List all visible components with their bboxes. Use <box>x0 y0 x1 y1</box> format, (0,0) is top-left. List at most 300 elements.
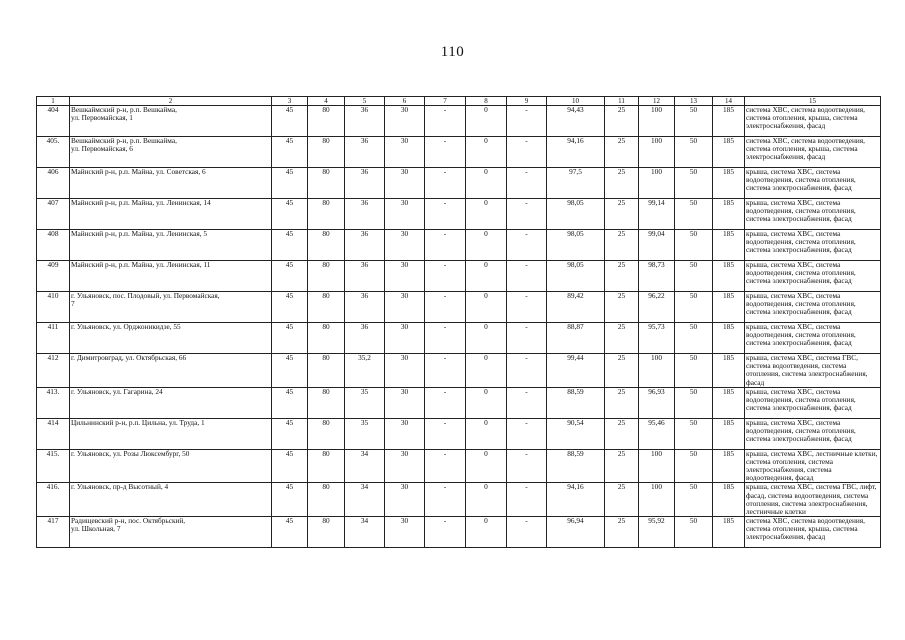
work-type-line: крыша, система ХВС, система <box>746 260 841 269</box>
value-cell-c13: 50 <box>675 106 713 137</box>
address-cell <box>70 168 272 199</box>
value-cell-c10: 94,16 <box>547 483 605 517</box>
row-number-cell: 412 <box>37 354 70 388</box>
work-type-line: крыша, система ХВС, система <box>746 229 841 238</box>
value-cell-c3: 45 <box>272 292 308 323</box>
value-cell-c10: 97,5 <box>547 168 605 199</box>
work-type-line: система ХВС, система водоотведения, <box>746 516 865 526</box>
column-number-cell: 15 <box>745 97 881 106</box>
row-number-cell: 411 <box>37 323 70 354</box>
address-line: Майнский р-н, р.п. Майна, ул. Советская, 6 <box>71 167 206 176</box>
work-type-line: лестничные клетки <box>746 506 806 516</box>
address-cell <box>70 387 272 418</box>
column-number-cell: 9 <box>507 97 547 106</box>
value-cell-c10: 98,05 <box>547 230 605 261</box>
value-cell-c5: 34 <box>345 517 385 548</box>
row-number-cell: 406 <box>37 168 70 199</box>
value-cell-c14: 185 <box>713 387 745 418</box>
work-type-line: крыша, система ХВС, система <box>746 418 841 427</box>
value-cell-c6: 30 <box>385 199 425 230</box>
value-cell-c3: 45 <box>272 199 308 230</box>
value-cell-c4: 80 <box>308 354 345 388</box>
row-number-cell: 407 <box>37 199 70 230</box>
value-cell-c13: 50 <box>675 449 713 483</box>
address-line: Цильнинский р-н, р.п. Цильна, ул. Труда, 1 <box>71 418 205 427</box>
value-cell-c6: 30 <box>385 168 425 199</box>
table-row <box>37 483 881 517</box>
column-number-cell: 10 <box>547 97 605 106</box>
address-cell <box>70 449 272 483</box>
value-cell-c12: 95,46 <box>639 418 675 449</box>
page-number: 110 <box>440 44 465 60</box>
work-type-line: система водоотведения, система <box>746 361 847 371</box>
work-type-line: система электроснабжения, фасад <box>746 338 852 348</box>
work-types-cell <box>745 199 881 230</box>
row-number-cell: 410 <box>37 292 70 323</box>
value-cell-c3: 45 <box>272 106 308 137</box>
work-types-cell <box>745 106 881 137</box>
value-cell-c13: 50 <box>675 292 713 323</box>
address-cell <box>70 230 272 261</box>
value-cell-c12: 96,22 <box>639 292 675 323</box>
table-row <box>37 199 881 230</box>
value-cell-c7: - <box>425 323 466 354</box>
work-types-cell <box>745 449 881 483</box>
work-type-line: крыша, система ХВС, система <box>746 198 841 207</box>
value-cell-c6: 30 <box>385 354 425 388</box>
value-cell-c12: 100 <box>639 137 675 168</box>
value-cell-c5: 36 <box>345 106 385 137</box>
value-cell-c8: 0 <box>466 137 507 168</box>
value-cell-c10: 98,05 <box>547 261 605 292</box>
value-cell-c11: 25 <box>605 137 639 168</box>
value-cell-c7: - <box>425 230 466 261</box>
column-number-cell: 3 <box>272 97 308 106</box>
table-row <box>37 387 881 418</box>
column-number-row <box>37 97 881 106</box>
address-line: г. Ульяновск, ул. Гагарина, 24 <box>71 387 163 396</box>
value-cell-c9: - <box>507 199 547 230</box>
column-number-cell: 14 <box>713 97 745 106</box>
address-cell <box>70 199 272 230</box>
value-cell-c6: 30 <box>385 292 425 323</box>
value-cell-c6: 30 <box>385 230 425 261</box>
work-type-line: электроснабжения, фасад <box>746 152 826 162</box>
value-cell-c7: - <box>425 199 466 230</box>
value-cell-c6: 30 <box>385 483 425 517</box>
value-cell-c6: 30 <box>385 387 425 418</box>
column-number-cell: 12 <box>639 97 675 106</box>
work-type-line: крыша, система ХВС, система ГВС, лифт, <box>746 482 877 492</box>
table-row <box>37 323 881 354</box>
value-cell-c8: 0 <box>466 323 507 354</box>
value-cell-c14: 185 <box>713 230 745 261</box>
address-cell <box>70 292 272 323</box>
row-number-cell: 415. <box>37 449 70 483</box>
value-cell-c10: 94,43 <box>547 106 605 137</box>
value-cell-c9: - <box>507 387 547 418</box>
value-cell-c9: - <box>507 168 547 199</box>
value-cell-c9: - <box>507 137 547 168</box>
table-row <box>37 517 881 548</box>
value-cell-c8: 0 <box>466 387 507 418</box>
address-cell <box>70 106 272 137</box>
value-cell-c14: 185 <box>713 449 745 483</box>
row-number-cell: 414 <box>37 418 70 449</box>
row-number-cell: 413. <box>37 387 70 418</box>
work-type-line: водоотведения, система отопления, <box>746 175 856 185</box>
column-number-cell: 4 <box>308 97 345 106</box>
work-types-cell <box>745 137 881 168</box>
value-cell-c8: 0 <box>466 292 507 323</box>
value-cell-c8: 0 <box>466 517 507 548</box>
row-number-cell: 404 <box>37 106 70 137</box>
value-cell-c6: 30 <box>385 323 425 354</box>
value-cell-c14: 185 <box>713 418 745 449</box>
work-types-cell <box>745 387 881 418</box>
value-cell-c8: 0 <box>466 199 507 230</box>
value-cell-c13: 50 <box>675 168 713 199</box>
value-cell-c6: 30 <box>385 106 425 137</box>
value-cell-c9: - <box>507 483 547 517</box>
row-number-cell: 417 <box>37 517 70 548</box>
column-number-cell: 5 <box>345 97 385 106</box>
value-cell-c7: - <box>425 449 466 483</box>
value-cell-c6: 30 <box>385 137 425 168</box>
value-cell-c4: 80 <box>308 230 345 261</box>
address-line: г. Димитровград, ул. Октябрьская, 66 <box>71 353 187 362</box>
work-type-line: система электроснабжения, фасад <box>746 403 852 413</box>
work-type-line: крыша, система ХВС, система <box>746 167 841 176</box>
work-type-line: система электроснабжения, фасад <box>746 183 852 193</box>
address-line: г. Ульяновск, ул. Орджоникидзе, 55 <box>71 322 181 331</box>
value-cell-c7: - <box>425 168 466 199</box>
value-cell-c6: 30 <box>385 517 425 548</box>
value-cell-c9: - <box>507 292 547 323</box>
work-type-line: крыша, система ХВС, система <box>746 322 841 331</box>
work-types-cell <box>745 230 881 261</box>
value-cell-c11: 25 <box>605 292 639 323</box>
value-cell-c5: 36 <box>345 230 385 261</box>
column-number-cell: 2 <box>70 97 272 106</box>
value-cell-c12: 100 <box>639 449 675 483</box>
value-cell-c11: 25 <box>605 168 639 199</box>
address-line: Радищевский р-н, пос. Октябрьский, <box>71 516 186 526</box>
value-cell-c14: 185 <box>713 137 745 168</box>
work-types-cell <box>745 323 881 354</box>
value-cell-c4: 80 <box>308 323 345 354</box>
value-cell-c13: 50 <box>675 199 713 230</box>
value-cell-c8: 0 <box>466 230 507 261</box>
value-cell-c7: - <box>425 106 466 137</box>
value-cell-c5: 36 <box>345 261 385 292</box>
value-cell-c4: 80 <box>308 517 345 548</box>
value-cell-c12: 100 <box>639 168 675 199</box>
address-cell <box>70 418 272 449</box>
value-cell-c5: 35,2 <box>345 354 385 388</box>
value-cell-c14: 185 <box>713 292 745 323</box>
value-cell-c9: - <box>507 230 547 261</box>
address-line: Майнский р-н, р.п. Майна, ул. Ленинская, 14 <box>71 198 211 207</box>
work-type-line: крыша, система ХВС, система <box>746 387 841 396</box>
column-number-cell: 13 <box>675 97 713 106</box>
value-cell-c11: 25 <box>605 106 639 137</box>
work-type-line: система отопления, крыша, система <box>746 524 858 534</box>
work-type-line: система ХВС, система водоотведения, <box>746 136 865 145</box>
address-line: Вешкаймский р-н, р.п. Вешкайма, <box>71 105 177 114</box>
value-cell-c9: - <box>507 323 547 354</box>
value-cell-c6: 30 <box>385 449 425 483</box>
value-cell-c14: 185 <box>713 106 745 137</box>
address-line: г. Ульяновск, пос. Плодовый, ул. Первомайская, <box>71 291 220 300</box>
value-cell-c8: 0 <box>466 106 507 137</box>
value-cell-c4: 80 <box>308 292 345 323</box>
value-cell-c3: 45 <box>272 168 308 199</box>
value-cell-c10: 88,59 <box>547 387 605 418</box>
table-row <box>37 449 881 483</box>
value-cell-c8: 0 <box>466 418 507 449</box>
column-number-cell: 8 <box>466 97 507 106</box>
value-cell-c12: 98,73 <box>639 261 675 292</box>
row-number-cell: 408 <box>37 230 70 261</box>
value-cell-c5: 34 <box>345 449 385 483</box>
value-cell-c13: 50 <box>675 387 713 418</box>
work-type-line: электроснабжения, фасад <box>746 532 826 542</box>
work-type-line: крыша, система ХВС, система <box>746 291 841 300</box>
value-cell-c3: 45 <box>272 354 308 388</box>
value-cell-c11: 25 <box>605 449 639 483</box>
table-row <box>37 261 881 292</box>
value-cell-c11: 25 <box>605 387 639 418</box>
value-cell-c14: 185 <box>713 168 745 199</box>
value-cell-c9: - <box>507 449 547 483</box>
value-cell-c13: 50 <box>675 354 713 388</box>
work-type-line: система электроснабжения, фасад <box>746 434 852 444</box>
table-row <box>37 354 881 388</box>
address-line: ул. Школьная, 7 <box>71 524 121 534</box>
work-types-cell <box>745 292 881 323</box>
value-cell-c13: 50 <box>675 517 713 548</box>
value-cell-c4: 80 <box>308 418 345 449</box>
value-cell-c3: 45 <box>272 387 308 418</box>
address-line: ул. Первомайская, 1 <box>71 113 133 123</box>
value-cell-c14: 185 <box>713 354 745 388</box>
value-cell-c8: 0 <box>466 168 507 199</box>
address-line: 7 <box>71 299 75 309</box>
value-cell-c5: 36 <box>345 292 385 323</box>
value-cell-c5: 36 <box>345 323 385 354</box>
address-cell <box>70 483 272 517</box>
value-cell-c4: 80 <box>308 483 345 517</box>
value-cell-c7: - <box>425 261 466 292</box>
column-number-cell: 11 <box>605 97 639 106</box>
value-cell-c10: 98,05 <box>547 199 605 230</box>
value-cell-c5: 35 <box>345 418 385 449</box>
address-cell <box>70 354 272 388</box>
work-types-cell <box>745 483 881 517</box>
value-cell-c4: 80 <box>308 168 345 199</box>
work-type-line: водоотведения, фасад <box>746 473 814 483</box>
value-cell-c14: 185 <box>713 199 745 230</box>
value-cell-c12: 96,93 <box>639 387 675 418</box>
value-cell-c11: 25 <box>605 323 639 354</box>
value-cell-c10: 89,42 <box>547 292 605 323</box>
value-cell-c12: 100 <box>639 483 675 517</box>
address-line: Вешкаймский р-н, р.п. Вешкайма, <box>71 136 177 145</box>
value-cell-c12: 95,73 <box>639 323 675 354</box>
value-cell-c7: - <box>425 483 466 517</box>
row-number-cell: 405. <box>37 137 70 168</box>
value-cell-c9: - <box>507 354 547 388</box>
value-cell-c9: - <box>507 261 547 292</box>
value-cell-c6: 30 <box>385 261 425 292</box>
value-cell-c8: 0 <box>466 261 507 292</box>
value-cell-c5: 34 <box>345 483 385 517</box>
value-cell-c8: 0 <box>466 354 507 388</box>
value-cell-c7: - <box>425 387 466 418</box>
value-cell-c5: 35 <box>345 387 385 418</box>
value-cell-c7: - <box>425 517 466 548</box>
work-type-line: фасад <box>746 377 765 387</box>
value-cell-c11: 25 <box>605 517 639 548</box>
value-cell-c14: 185 <box>713 517 745 548</box>
value-cell-c11: 25 <box>605 261 639 292</box>
work-type-line: крыша, система ХВС, система ГВС, <box>746 353 858 362</box>
value-cell-c4: 80 <box>308 106 345 137</box>
value-cell-c3: 45 <box>272 137 308 168</box>
table-row <box>37 106 881 137</box>
work-type-line: система отопления, крыша, система <box>746 113 858 123</box>
value-cell-c5: 36 <box>345 199 385 230</box>
work-type-line: водоотведения, система отопления, <box>746 268 856 278</box>
value-cell-c10: 88,87 <box>547 323 605 354</box>
value-cell-c4: 80 <box>308 387 345 418</box>
value-cell-c10: 88,59 <box>547 449 605 483</box>
value-cell-c11: 25 <box>605 199 639 230</box>
work-types-cell <box>745 354 881 388</box>
work-type-line: водоотведения, система отопления, <box>746 425 856 435</box>
work-type-line: отопления, система электроснабжения, <box>746 498 868 508</box>
work-type-line: система отопления, крыша, система <box>746 144 858 154</box>
address-line: Майнский р-н, р.п. Майна, ул. Ленинская, 5 <box>71 229 208 238</box>
value-cell-c7: - <box>425 354 466 388</box>
value-cell-c11: 25 <box>605 418 639 449</box>
value-cell-c8: 0 <box>466 449 507 483</box>
work-type-line: водоотведения, система отопления, <box>746 330 856 340</box>
work-type-line: электроснабжения, фасад <box>746 121 826 131</box>
work-type-line: крыша, система ХВС, лестничные клетки, <box>746 449 878 458</box>
value-cell-c4: 80 <box>308 261 345 292</box>
address-cell <box>70 137 272 168</box>
work-type-line: система электроснабжения, фасад <box>746 245 852 255</box>
work-type-line: система электроснабжения, фасад <box>746 307 852 317</box>
work-type-line: отопления, система электроснабжения, <box>746 369 868 379</box>
value-cell-c12: 100 <box>639 354 675 388</box>
value-cell-c11: 25 <box>605 354 639 388</box>
table-row <box>37 292 881 323</box>
value-cell-c9: - <box>507 418 547 449</box>
value-cell-c3: 45 <box>272 261 308 292</box>
value-cell-c4: 80 <box>308 199 345 230</box>
value-cell-c3: 45 <box>272 449 308 483</box>
value-cell-c3: 45 <box>272 418 308 449</box>
work-types-cell <box>745 517 881 548</box>
value-cell-c13: 50 <box>675 418 713 449</box>
value-cell-c3: 45 <box>272 230 308 261</box>
value-cell-c7: - <box>425 137 466 168</box>
value-cell-c13: 50 <box>675 323 713 354</box>
value-cell-c7: - <box>425 418 466 449</box>
value-cell-c11: 25 <box>605 483 639 517</box>
table-row <box>37 168 881 199</box>
table-row <box>37 137 881 168</box>
address-cell <box>70 517 272 548</box>
work-type-line: водоотведения, система отопления, <box>746 237 856 247</box>
value-cell-c10: 99,44 <box>547 354 605 388</box>
column-number-cell: 7 <box>425 97 466 106</box>
value-cell-c8: 0 <box>466 483 507 517</box>
address-line: Майнский р-н, р.п. Майна, ул. Ленинская, 11 <box>71 260 211 269</box>
column-number-cell: 1 <box>37 97 70 106</box>
row-number-cell: 416. <box>37 483 70 517</box>
column-number-cell: 6 <box>385 97 425 106</box>
value-cell-c13: 50 <box>675 483 713 517</box>
table-row <box>37 230 881 261</box>
value-cell-c6: 30 <box>385 418 425 449</box>
value-cell-c10: 90,54 <box>547 418 605 449</box>
data-table <box>36 96 881 548</box>
value-cell-c4: 80 <box>308 449 345 483</box>
value-cell-c3: 45 <box>272 517 308 548</box>
value-cell-c12: 95,92 <box>639 517 675 548</box>
value-cell-c14: 185 <box>713 323 745 354</box>
value-cell-c9: - <box>507 517 547 548</box>
value-cell-c12: 100 <box>639 106 675 137</box>
address-line: ул. Первомайская, 6 <box>71 144 133 154</box>
work-type-line: фасад, система водоотведения, система <box>746 490 869 500</box>
address-line: г. Ульяновск, ул. Розы Люксембург, 50 <box>71 449 190 458</box>
work-type-line: система электроснабжения, фасад <box>746 214 852 224</box>
row-number-cell: 409 <box>37 261 70 292</box>
work-type-line: система электроснабжения, фасад <box>746 276 852 286</box>
value-cell-c5: 36 <box>345 168 385 199</box>
work-types-cell <box>745 261 881 292</box>
table-row <box>37 418 881 449</box>
value-cell-c9: - <box>507 106 547 137</box>
value-cell-c14: 185 <box>713 483 745 517</box>
work-type-line: система ХВС, система водоотведения, <box>746 105 865 114</box>
value-cell-c5: 36 <box>345 137 385 168</box>
value-cell-c7: - <box>425 292 466 323</box>
work-type-line: электроснабжения, система <box>746 465 832 475</box>
address-line: г. Ульяновск, пр-д Высотный, 4 <box>71 482 169 492</box>
value-cell-c10: 94,16 <box>547 137 605 168</box>
value-cell-c13: 50 <box>675 137 713 168</box>
value-cell-c3: 45 <box>272 323 308 354</box>
value-cell-c10: 96,94 <box>547 517 605 548</box>
value-cell-c3: 45 <box>272 483 308 517</box>
value-cell-c13: 50 <box>675 230 713 261</box>
value-cell-c12: 99,04 <box>639 230 675 261</box>
work-type-line: водоотведения, система отопления, <box>746 206 856 216</box>
work-types-cell <box>745 418 881 449</box>
value-cell-c12: 99,14 <box>639 199 675 230</box>
address-cell <box>70 261 272 292</box>
value-cell-c14: 185 <box>713 261 745 292</box>
work-type-line: водоотведения, система отопления, <box>746 394 856 404</box>
work-type-line: система отопления, система <box>746 456 833 466</box>
value-cell-c4: 80 <box>308 137 345 168</box>
